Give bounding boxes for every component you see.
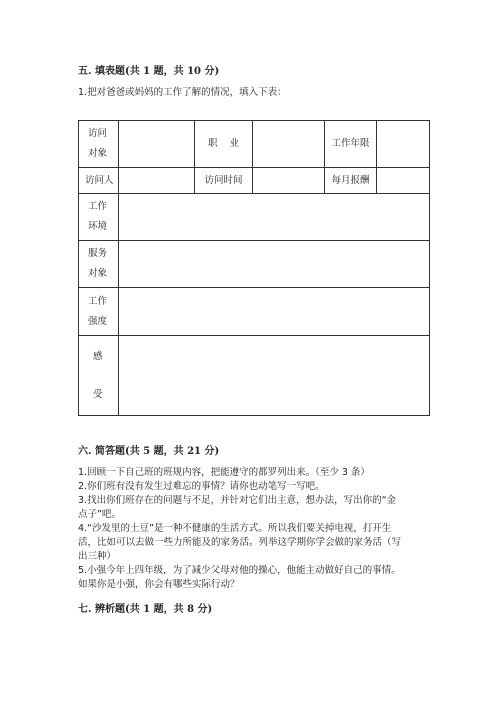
section-6-questions: [78, 466, 401, 592]
question-line: 3.找出你们班存在的问题与不足，并针对它们出主意，想办法，写出你的“金: [78, 495, 396, 506]
question-line: 如果你是小强，你会有哪些实际行动？: [78, 579, 240, 590]
question-line: 出三种）: [78, 551, 117, 562]
label-work-environment: 工作 环境: [79, 194, 119, 241]
cell-work-environment-value[interactable]: [119, 194, 430, 241]
cell-service-target-value[interactable]: [119, 241, 430, 288]
cell-years-value[interactable]: [377, 121, 430, 168]
question-line: 2.你们班有没有发生过难忘的事情？请你也动笔写一写吧。: [78, 481, 325, 492]
label-interviewer: 访问人: [79, 168, 119, 194]
cell-pay-value[interactable]: [377, 168, 430, 194]
cell-interviewee-value[interactable]: [119, 121, 195, 168]
cell-work-intensity-value[interactable]: [119, 288, 430, 336]
section-5-question: 1.把对爸爸或妈妈的工作了解的情况，填入下表：: [78, 87, 287, 98]
cell-feelings-value[interactable]: [119, 336, 430, 416]
label-interviewee: 访问 对象: [79, 121, 119, 168]
cell-occupation-value[interactable]: [253, 121, 325, 168]
label-years-of-work: 工作年限: [325, 121, 377, 168]
label-interview-time: 访问时间: [195, 168, 253, 194]
question-line: 4.“沙发里的土豆”是一种不健康的生活方式。所以我们要关掉电视，打开生: [78, 523, 392, 534]
question-line: 1.回顾一下自己班的班规内容，把能遵守的都罗列出来。（至少 3 条）: [78, 467, 370, 478]
label-work-intensity: 工作 强度: [79, 288, 119, 336]
label-service-target: 服务 对象: [79, 241, 119, 288]
section-5-heading: 五. 填表题(共 1 题，共 10 分): [78, 66, 220, 77]
question-line: 活，比如可以去做一些力所能及的家务活。列举这学期你学会做的家务活（写: [78, 537, 402, 548]
cell-time-value[interactable]: [253, 168, 325, 194]
question-line: 5.小强今年上四年级，为了减少父母对他的操心，他能主动做好自己的事情。: [78, 565, 401, 576]
question-line: 点子”吧。: [78, 509, 121, 520]
section-6-heading: 六. 简答题(共 5 题，共 21 分): [78, 446, 220, 457]
label-feelings: 感 受: [79, 336, 119, 416]
section-7-heading: 七. 辨析题(共 1 题，共 8 分): [78, 604, 213, 615]
label-monthly-pay: 每月报酬: [325, 168, 377, 194]
cell-interviewer-value[interactable]: [119, 168, 195, 194]
label-occupation: 职 业: [195, 121, 253, 168]
interview-table: [78, 120, 430, 416]
